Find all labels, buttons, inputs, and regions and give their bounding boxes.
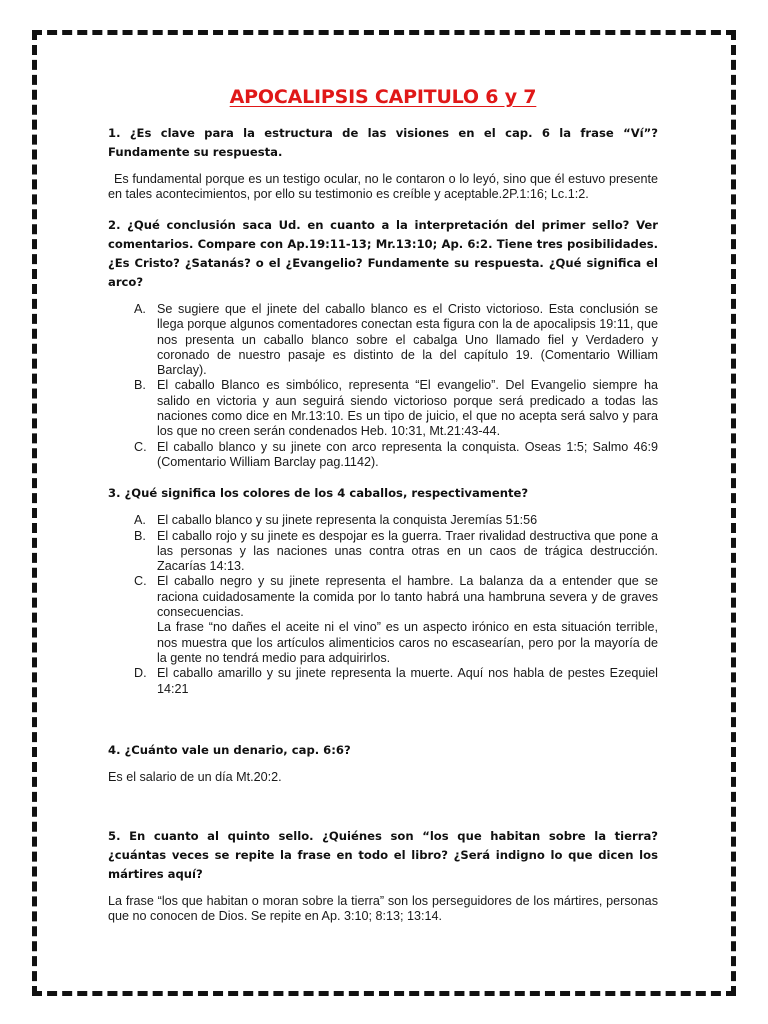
list-item-text: El caballo blanco y su jinete con arco representa la conquista. Oseas 1:5; Salmo 46:9 (Comentario William Barclay pag.1142). <box>157 439 658 469</box>
list-item-text: Se sugiere que el jinete del caballo blanco es el Cristo victorioso. Esta conclusión se llega porque algunos comentadores conectan esta figura con la de apocalipsis 19:11, que nos presenta un caballo blanco sobre el cabalga Uno llamado fiel y Verdadero y coronado de nuestro pasaje es distinto de la del capítulo 19. (Comentario William Barclay). <box>157 302 658 378</box>
question-4: 4. ¿Cuánto vale un denario, cap. 6:6? <box>108 742 351 757</box>
answer-4: Es el salario de un día Mt.20:2. <box>108 769 282 784</box>
list-item-text: El caballo Blanco es simbólico, representa “El evangelio”. Del Evangelio siempre ha salido en victoria y aun seguirá siendo victorioso porque será predicado a todas las naciones como dice en Mr.13:10. Es un tipo de juicio, el que no acepta será salvo y para los que no creen serán condenados Heb. 10:31, Mt.21:43-44. <box>157 378 658 439</box>
list-item-text: El caballo rojo y su jinete es despojar es la guerra. Traer rivalidad destructiva que pone a las personas y las naciones unas contra otras en un caos de trágica destrucción. Zacarías 14:13. <box>157 528 658 574</box>
question-2: 2. ¿Qué conclusión saca Ud. en cuanto a la interpretación del primer sello? Ver comentarios. Compare con Ap.19:11-13; Mr.13:10; Ap. 6:2. Tiene tres posibilidades. ¿Es Cristo? ¿Satanás? o el ¿Evangelio? Fundamente su respuesta. ¿Qué significa el arco? <box>108 218 658 289</box>
answer-1: Es fundamental porque es un testigo ocular, no le contaron o lo leyó, sino que él estuvo presente en tales acontecimientos, por ello su testimonio es creíble y aceptable.2P.1:16; Lc.1:2. <box>108 172 658 201</box>
list-item-text: El caballo blanco y su jinete representa la conquista Jeremías 51:56 <box>157 513 538 528</box>
list-item <box>108 529 658 575</box>
document-page <box>108 86 658 938</box>
list-item <box>108 440 658 471</box>
answer-5: La frase “los que habitan o moran sobre la tierra” son los perseguidores de los mártires, personas que no conocen de Dios. Se repite en Ap. 3:10; 8:13; 13:14. <box>108 893 658 923</box>
spacer <box>108 711 658 741</box>
document-title: APOCALIPSIS CAPITULO 6 y 7 <box>229 86 537 108</box>
list-item <box>108 378 658 439</box>
spacer <box>108 799 658 827</box>
list-marker: D. <box>134 666 147 681</box>
list-item <box>108 666 658 697</box>
list-item-text: El caballo amarillo y su jinete representa la muerte. Aquí nos habla de pestes Ezequiel 14:21 <box>157 666 658 696</box>
list-marker: C. <box>134 439 147 454</box>
answer-3-list <box>108 513 658 697</box>
question-3: 3. ¿Qué significa los colores de los 4 caballos, respectivamente? <box>108 486 529 501</box>
question-5: 5. En cuanto al quinto sello. ¿Quiénes son “los que habitan sobre la tierra? ¿cuántas veces se repite la frase en todo el libro? ¿Será indigno lo que dicen los mártires aquí? <box>108 828 658 881</box>
question-1: 1. ¿Es clave para la estructura de las visiones en el cap. 6 la frase “Ví”? Fundamente su respuesta. <box>108 126 658 159</box>
list-marker: A. <box>134 513 146 528</box>
list-marker: C. <box>134 574 147 589</box>
list-item <box>108 574 658 666</box>
list-marker: B. <box>134 528 146 543</box>
list-item <box>108 513 658 528</box>
list-item-text: El caballo negro y su jinete representa el hambre. La balanza da a entender que se raciona cuidadosamente la comida por lo tanto habrá una hambruna severa y de graves consecuencias. <box>157 574 658 620</box>
answer-2-list <box>108 302 658 470</box>
list-item <box>108 302 658 378</box>
list-item-continuation: La frase “no dañes el aceite ni el vino” es un aspecto irónico en esta situación terrible, nos muestra que los artículos alimenticios caros no escasearían, pero por la mayoría de la gente no tendrá medio para adquirirlos. <box>157 620 658 665</box>
list-marker: B. <box>134 378 146 393</box>
list-marker: A. <box>134 302 146 316</box>
